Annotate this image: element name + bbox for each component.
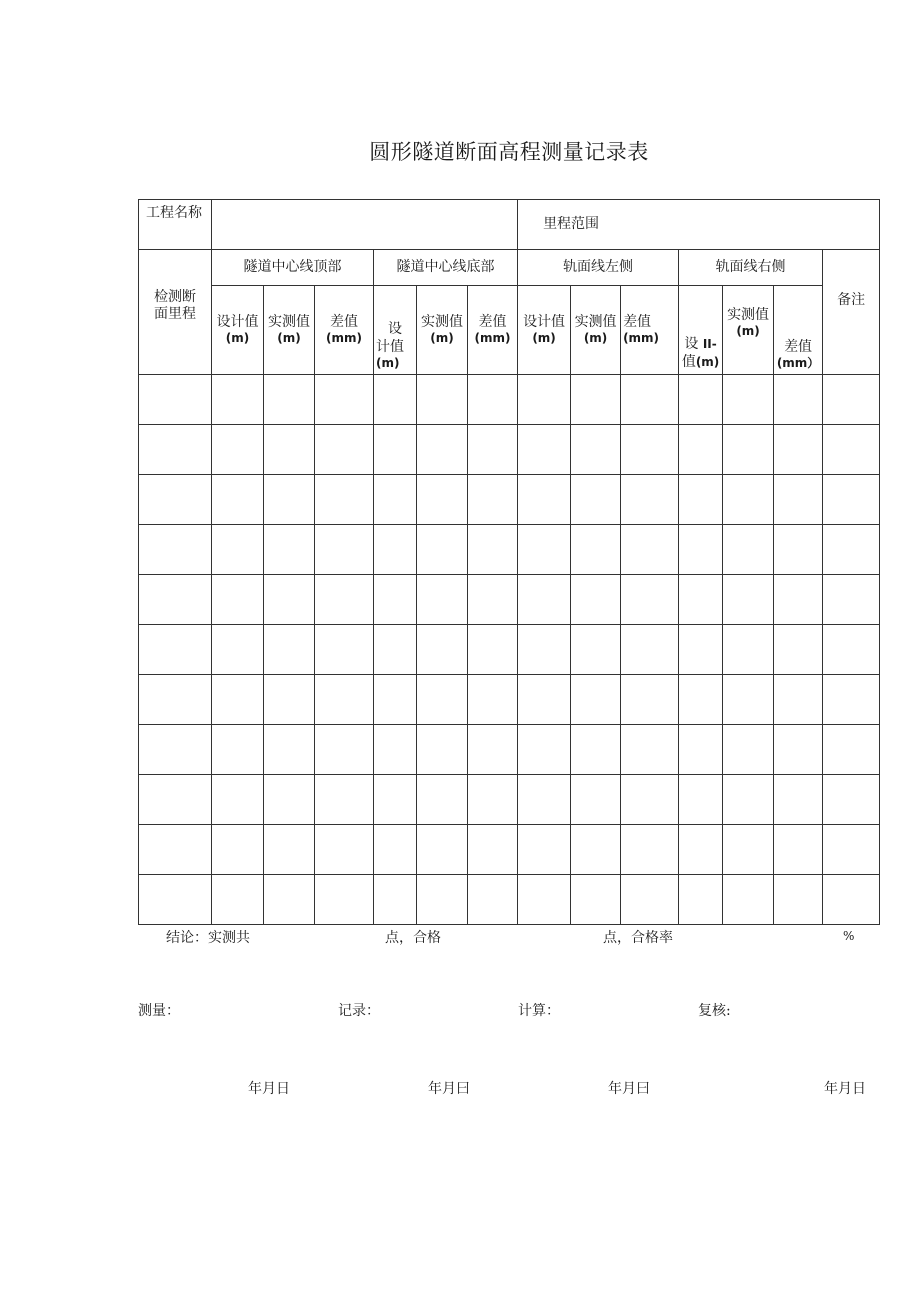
table-cell[interactable]: [621, 625, 679, 675]
measurement-table: [138, 199, 880, 925]
g4-design-header: 设 II- 值(m): [679, 286, 723, 375]
table-row: [139, 375, 880, 425]
table-cell[interactable]: [823, 625, 880, 675]
table-cell[interactable]: [723, 775, 774, 825]
table-cell[interactable]: [679, 675, 723, 725]
table-cell[interactable]: [823, 425, 880, 475]
table-cell[interactable]: [518, 625, 571, 675]
table-cell[interactable]: [518, 475, 571, 525]
table-cell[interactable]: [571, 825, 621, 875]
table-cell[interactable]: [315, 775, 374, 825]
table-cell[interactable]: [374, 675, 417, 725]
table-cell[interactable]: [723, 425, 774, 475]
table-cell[interactable]: [679, 625, 723, 675]
table-cell[interactable]: [823, 775, 880, 825]
table-cell[interactable]: [571, 675, 621, 725]
table-cell[interactable]: [139, 775, 212, 825]
table-cell[interactable]: [723, 825, 774, 875]
table-cell[interactable]: [264, 675, 315, 725]
table-row: [139, 575, 880, 625]
table-cell[interactable]: [417, 625, 468, 675]
g1-diff-header: 差值 (mm): [315, 286, 374, 375]
group-rail-right: 轨面线右侧: [679, 250, 823, 286]
group-header-row: [139, 250, 880, 286]
table-row: [139, 825, 880, 875]
signature-calculate: 计算：: [518, 1003, 560, 1019]
table-cell[interactable]: [571, 575, 621, 625]
project-row: [139, 200, 880, 250]
table-cell[interactable]: [571, 725, 621, 775]
table-cell[interactable]: [417, 675, 468, 725]
table-cell[interactable]: [621, 775, 679, 825]
table-cell[interactable]: [417, 775, 468, 825]
table-cell[interactable]: [679, 875, 723, 925]
table-row: [139, 525, 880, 575]
table-cell[interactable]: [518, 675, 571, 725]
table-cell[interactable]: [621, 875, 679, 925]
table-cell[interactable]: [774, 875, 823, 925]
project-name-value[interactable]: [212, 200, 518, 250]
table-cell[interactable]: [723, 725, 774, 775]
table-row: [139, 625, 880, 675]
table-cell[interactable]: [774, 425, 823, 475]
table-row: [139, 475, 880, 525]
table-cell[interactable]: [774, 525, 823, 575]
table-cell[interactable]: [774, 825, 823, 875]
table-cell[interactable]: [679, 775, 723, 825]
table-cell[interactable]: [774, 375, 823, 425]
table-cell[interactable]: [212, 375, 264, 425]
station-label-cell: [139, 250, 212, 375]
data-rows: [139, 375, 880, 925]
table-cell[interactable]: [374, 525, 417, 575]
table-cell[interactable]: [723, 675, 774, 725]
table-cell[interactable]: [723, 625, 774, 675]
table-cell[interactable]: [417, 725, 468, 775]
g3-measured-header: 实测值 (m): [571, 286, 621, 375]
table-cell[interactable]: [374, 375, 417, 425]
table-cell[interactable]: [264, 375, 315, 425]
table-cell[interactable]: [374, 725, 417, 775]
table-cell[interactable]: [212, 475, 264, 525]
table-cell[interactable]: [723, 875, 774, 925]
conclusion-points-pass: 点，合格: [385, 930, 441, 946]
table-cell[interactable]: [679, 575, 723, 625]
table-cell[interactable]: [468, 425, 518, 475]
table-cell[interactable]: [723, 475, 774, 525]
table-cell[interactable]: [417, 475, 468, 525]
table-cell[interactable]: [723, 575, 774, 625]
table-cell[interactable]: [679, 425, 723, 475]
table-cell[interactable]: [468, 825, 518, 875]
table-cell[interactable]: [139, 825, 212, 875]
g2-diff-header: 差值 (mm): [468, 286, 518, 375]
signature-review: 复核:: [698, 1003, 731, 1019]
table-cell[interactable]: [518, 375, 571, 425]
conclusion-points-rate: 点，合格率: [603, 930, 673, 946]
table-cell[interactable]: [139, 575, 212, 625]
group-rail-left: 轨面线左侧: [518, 250, 679, 286]
table-row: [139, 775, 880, 825]
table-cell[interactable]: [374, 625, 417, 675]
table-cell[interactable]: [315, 825, 374, 875]
table-cell[interactable]: [468, 725, 518, 775]
g2-design-header: 设 计值 (m): [374, 286, 417, 375]
table-cell[interactable]: [571, 375, 621, 425]
table-cell[interactable]: [518, 575, 571, 625]
table-cell[interactable]: [679, 525, 723, 575]
table-cell[interactable]: [518, 525, 571, 575]
g4-diff-header: 差值 (mm）: [774, 286, 823, 375]
table-cell[interactable]: [621, 475, 679, 525]
table-cell[interactable]: [468, 775, 518, 825]
table-cell[interactable]: [417, 575, 468, 625]
mileage-range-label: 里程范围: [518, 200, 880, 250]
table-cell[interactable]: [374, 425, 417, 475]
table-cell[interactable]: [264, 475, 315, 525]
table-cell[interactable]: [823, 875, 880, 925]
table-cell[interactable]: [823, 675, 880, 725]
table-cell[interactable]: [139, 725, 212, 775]
table-cell[interactable]: [823, 375, 880, 425]
table-cell[interactable]: [374, 575, 417, 625]
table-cell[interactable]: [679, 825, 723, 875]
g1-design-header: 设计值 (m): [212, 286, 264, 375]
table-cell[interactable]: [621, 675, 679, 725]
table-cell[interactable]: [823, 825, 880, 875]
table-cell[interactable]: [823, 725, 880, 775]
table-cell[interactable]: [139, 375, 212, 425]
table-cell[interactable]: [139, 875, 212, 925]
table-cell[interactable]: [468, 675, 518, 725]
table-cell[interactable]: [468, 475, 518, 525]
table-cell[interactable]: [139, 675, 212, 725]
table-cell[interactable]: [518, 425, 571, 475]
station-label: 检测断面里程: [154, 288, 196, 322]
table-cell[interactable]: [264, 625, 315, 675]
table-cell[interactable]: [212, 775, 264, 825]
table-cell[interactable]: [264, 825, 315, 875]
table-cell[interactable]: [264, 525, 315, 575]
table-cell[interactable]: [679, 375, 723, 425]
table-cell[interactable]: [571, 875, 621, 925]
date-calculate: 年月曰: [608, 1081, 650, 1097]
signature-measure: 测量：: [138, 1003, 180, 1019]
table-cell[interactable]: [823, 575, 880, 625]
table-cell[interactable]: [315, 475, 374, 525]
table-cell[interactable]: [315, 675, 374, 725]
sub-header-row: [139, 286, 880, 375]
table-cell[interactable]: [374, 825, 417, 875]
table-cell[interactable]: [417, 825, 468, 875]
remark-label: 备注: [823, 250, 880, 375]
table-cell[interactable]: [518, 875, 571, 925]
table-cell[interactable]: [774, 575, 823, 625]
date-measure: 年月日: [248, 1081, 290, 1097]
table-cell[interactable]: [468, 875, 518, 925]
table-cell[interactable]: [315, 625, 374, 675]
document-title: 圆形隧道断面高程测量记录表: [369, 140, 649, 164]
table-cell[interactable]: [621, 725, 679, 775]
table-cell[interactable]: [417, 425, 468, 475]
table-cell[interactable]: [774, 725, 823, 775]
table-cell[interactable]: [621, 575, 679, 625]
table-cell[interactable]: [468, 525, 518, 575]
table-cell[interactable]: [374, 475, 417, 525]
table-cell[interactable]: [621, 375, 679, 425]
group-top-center: 隧道中心线顶部: [212, 250, 374, 286]
table-cell[interactable]: [315, 525, 374, 575]
table-cell[interactable]: [621, 425, 679, 475]
date-record: 年月曰: [428, 1081, 470, 1097]
table-cell[interactable]: [518, 725, 571, 775]
table-cell[interactable]: [212, 575, 264, 625]
g3-diff-header: 差值 (mm): [621, 286, 679, 375]
table-cell[interactable]: [621, 525, 679, 575]
table-cell[interactable]: [264, 425, 315, 475]
table-cell[interactable]: [723, 525, 774, 575]
table-cell[interactable]: [315, 725, 374, 775]
table-cell[interactable]: [571, 425, 621, 475]
table-cell[interactable]: [417, 525, 468, 575]
table-cell[interactable]: [774, 625, 823, 675]
table-cell[interactable]: [139, 475, 212, 525]
table-cell[interactable]: [571, 775, 621, 825]
table-cell[interactable]: [139, 625, 212, 675]
table-cell[interactable]: [518, 775, 571, 825]
table-cell[interactable]: [823, 525, 880, 575]
g2-measured-header: 实测值 (m): [417, 286, 468, 375]
table-cell[interactable]: [571, 525, 621, 575]
table-cell[interactable]: [264, 725, 315, 775]
table-cell[interactable]: [374, 775, 417, 825]
table-cell[interactable]: [212, 675, 264, 725]
table-cell[interactable]: [468, 375, 518, 425]
table-cell[interactable]: [468, 575, 518, 625]
table-cell[interactable]: [417, 375, 468, 425]
table-cell[interactable]: [621, 825, 679, 875]
g4-measured-header: 实测值 (m): [723, 286, 774, 375]
conclusion-prefix: 结论：实测共: [166, 930, 250, 946]
signature-record: 记录：: [338, 1003, 380, 1019]
table-cell[interactable]: [468, 625, 518, 675]
table-cell[interactable]: [315, 875, 374, 925]
table-cell[interactable]: [139, 425, 212, 475]
table-cell[interactable]: [571, 475, 621, 525]
table-cell[interactable]: [264, 575, 315, 625]
g1-measured-header: 实测值 (m): [264, 286, 315, 375]
table-cell[interactable]: [679, 475, 723, 525]
conclusion-percent: %: [843, 929, 855, 943]
table-cell[interactable]: [774, 675, 823, 725]
table-cell[interactable]: [518, 825, 571, 875]
table-cell[interactable]: [571, 625, 621, 675]
table-cell[interactable]: [315, 575, 374, 625]
table-cell[interactable]: [264, 875, 315, 925]
g3-design-header: 设计值 (m): [518, 286, 571, 375]
table-row: [139, 425, 880, 475]
table-row: [139, 875, 880, 925]
table-cell[interactable]: [679, 725, 723, 775]
table-cell[interactable]: [212, 875, 264, 925]
project-name-label: 工程名称: [139, 200, 212, 250]
table-cell[interactable]: [374, 875, 417, 925]
table-cell[interactable]: [212, 625, 264, 675]
table-cell[interactable]: [212, 725, 264, 775]
table-cell[interactable]: [264, 775, 315, 825]
table-cell[interactable]: [823, 475, 880, 525]
table-cell[interactable]: [139, 525, 212, 575]
table-cell[interactable]: [417, 875, 468, 925]
table-cell[interactable]: [315, 425, 374, 475]
group-bottom-center: 隧道中心线底部: [374, 250, 518, 286]
table-cell[interactable]: [774, 475, 823, 525]
table-row: [139, 675, 880, 725]
table-cell[interactable]: [212, 425, 264, 475]
table-cell[interactable]: [212, 825, 264, 875]
table-row: [139, 725, 880, 775]
table-cell[interactable]: [212, 525, 264, 575]
table-cell[interactable]: [774, 775, 823, 825]
date-review: 年月日: [824, 1081, 866, 1097]
table-cell[interactable]: [723, 375, 774, 425]
table-cell[interactable]: [315, 375, 374, 425]
